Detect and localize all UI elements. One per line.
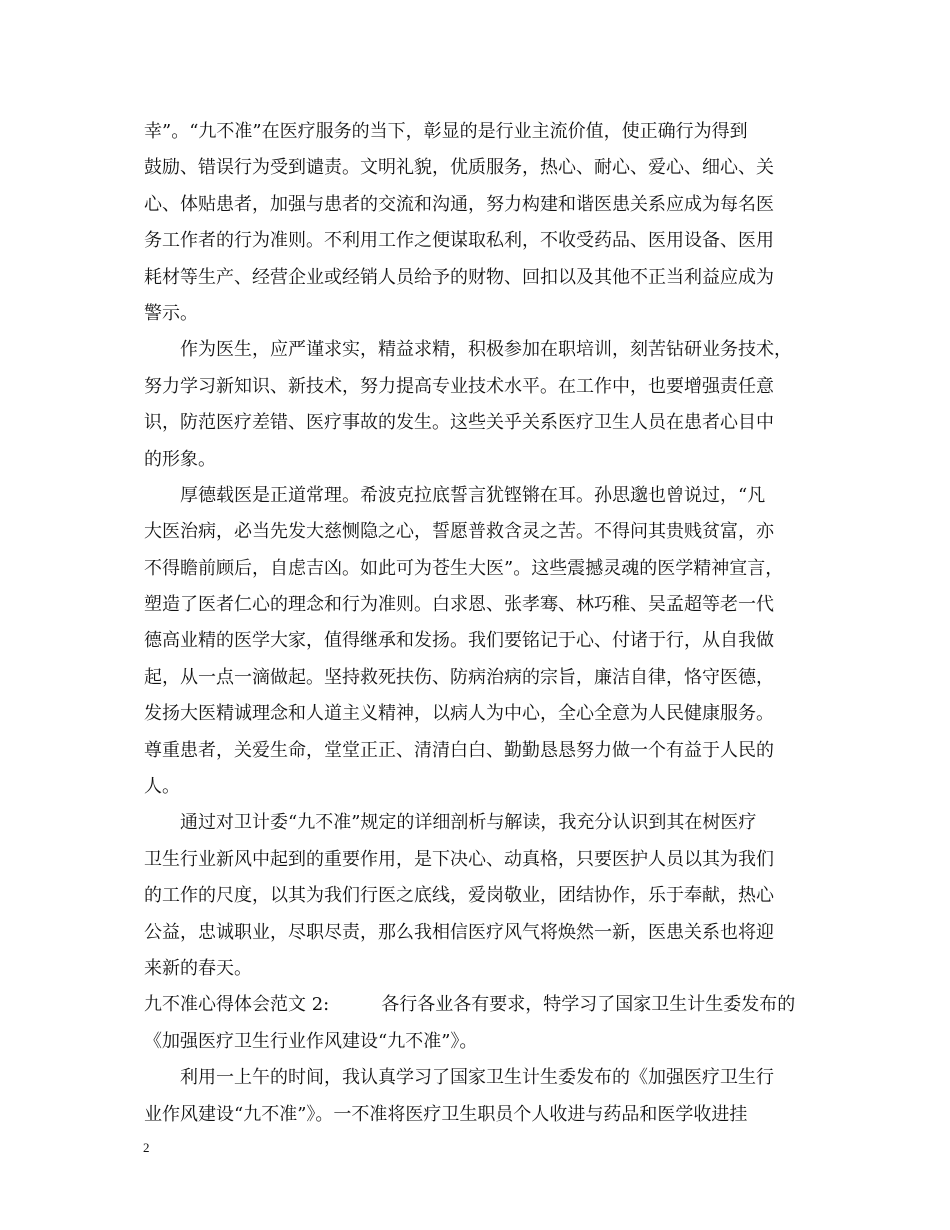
text-line: 务工作者的行为准则。不利用工作之便谋取私利，不收受药品、医用设备、医用 [144, 230, 774, 252]
text-line: 大医治病，必当先发大慈恻隐之心，誓愿普救含灵之苦。不得问其贵贱贫富，亦 [144, 521, 774, 543]
text-line: 《加强医疗卫生行业作风建设“九不准”》。 [144, 1030, 478, 1052]
paragraph-2 [144, 332, 812, 478]
text-line: 德高业精的医学大家，值得继承和发扬。我们要铭记于心、付诸于行，从自我做 [144, 630, 774, 652]
text-line: 的工作的尺度，以其为我们行医之底线，爱岗敬业，团结协作，乐于奉献，热心 [144, 885, 774, 907]
text-line: 鼓励、错误行为受到谴责。文明礼貌，优质服务，热心、耐心、爱心、细心、关 [144, 157, 774, 179]
text-line: 发扬大医精诚理念和人道主义精神，以病人为中心，全心全意为人民健康服务。 [144, 703, 774, 725]
paragraph-5 [144, 1060, 812, 1133]
text-line: 利用一上午的时间，我认真学习了国家卫生计生委发布的《加强医疗卫生行 [180, 1067, 774, 1089]
text-line: 卫生行业新风中起到的重要作用，是下决心、动真格，只要医护人员以其为我们 [144, 848, 774, 870]
heading-text: 各行各业各有要求，特学习了国家卫生计生委发布的 [381, 994, 796, 1016]
document-body [144, 114, 812, 1133]
text-line: 尊重患者，关爱生命，堂堂正正、清清白白、勤勤恳恳努力做一个有益于人民的 [144, 739, 774, 761]
text-line: 来新的春天。 [144, 957, 252, 979]
text-line: 幸”。“九不准”在医疗服务的当下，彰显的是行业主流价值，使正确行为得到 [144, 121, 748, 142]
text-line: 塑造了医者仁心的理念和行为准则。白求恩、张孝骞、林巧稚、吴孟超等老一代 [144, 594, 774, 616]
text-line: 厚德载医是正道常理。希波克拉底誓言犹铿锵在耳。孙思邈也曾说过，“凡 [180, 484, 766, 506]
text-line: 识，防范医疗差错、医疗事故的发生。这些关乎关系医疗卫生人员在患者心目中 [144, 412, 774, 434]
page-number: 2 [143, 1140, 150, 1155]
text-line: 通过对卫计委“九不准”规定的详细剖析与解读，我充分认识到其在树医疗 [180, 812, 757, 834]
paragraph-4 [144, 805, 812, 987]
text-line: 警示。 [144, 302, 198, 324]
text-line: 不得瞻前顾后，自虑吉凶。如此可为苍生大医”。这些震撼灵魂的医学精神宣言， [144, 557, 784, 579]
section-heading [144, 987, 812, 1060]
text-line: 心、体贴患者，加强与患者的交流和沟通，努力构建和谐医患关系应成为每名医 [144, 193, 774, 215]
text-line: 的形象。 [144, 448, 216, 470]
text-line: 业作风建设“九不准”》。一不准将医疗卫生职员个人收进与药品和医学收进挂 [144, 1103, 748, 1125]
paragraph-1 [144, 114, 812, 332]
text-line: 起，从一点一滴做起。坚持救死扶伤、防病治病的宗旨，廉洁自律，恪守医德， [144, 666, 774, 688]
text-line: 人。 [144, 776, 180, 798]
text-line: 作为医生，应严谨求实，精益求精，积极参加在职培训，刻苦钻研业务技术， [180, 339, 792, 361]
paragraph-3 [144, 478, 812, 806]
heading-line [144, 987, 812, 1023]
text-line: 耗材等生产、经营企业或经销人员给予的财物、回扣以及其他不正当利益应成为 [144, 266, 774, 288]
heading-label: 九不准心得体会范文 2: [144, 994, 330, 1016]
text-line: 公益，忠诚职业，尽职尽责，那么我相信医疗风气将焕然一新，医患关系也将迎 [144, 921, 774, 943]
text-line: 努力学习新知识、新技术，努力提高专业技术水平。在工作中，也要增强责任意 [144, 375, 774, 397]
